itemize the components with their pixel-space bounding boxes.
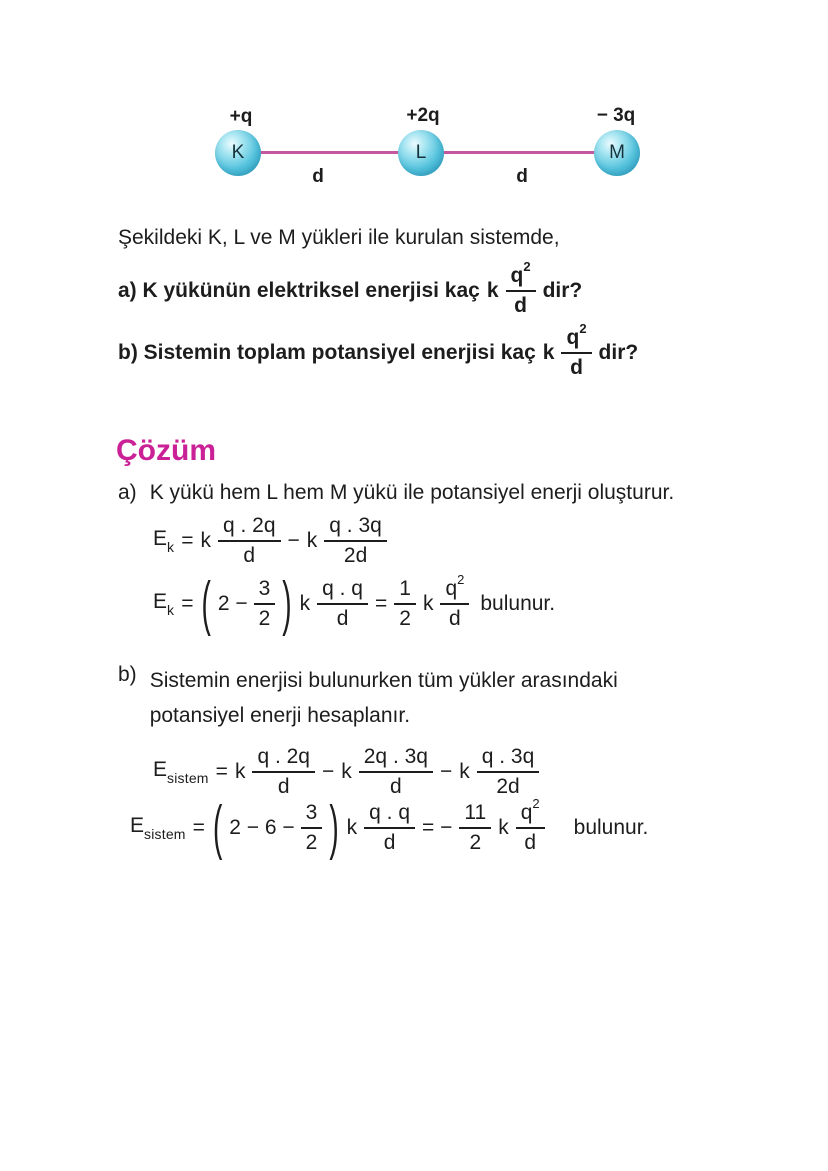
question-b (118, 321, 639, 382)
eq-lhs-sub: sistem (167, 769, 209, 786)
fraction (254, 577, 276, 630)
eq-lhs-sub: k (167, 601, 175, 618)
equals-sign: = (181, 591, 194, 615)
charge-node-m (594, 130, 640, 176)
fraction-denominator: d (516, 827, 545, 855)
question-b-fraction (561, 321, 591, 379)
fraction-numerator (516, 796, 545, 827)
coefficient-k: k (346, 815, 358, 839)
minus-sign: − (287, 528, 300, 552)
result-text: bulunur. (573, 815, 649, 839)
ek-symbol (153, 527, 174, 555)
frac-exponent: 2 (532, 796, 540, 811)
frac-q: q (510, 264, 524, 288)
result-text: bulunur. (480, 591, 556, 615)
coefficient-k: k (459, 759, 470, 783)
solution-b-line1: Sistemin enerjisi bulunurken tüm yükler arasındaki (149, 669, 618, 692)
fraction-denominator: 2d (324, 540, 387, 568)
frac-q: q (520, 801, 533, 824)
fraction-numerator: q . 2q (222, 514, 276, 537)
coefficient-k: k (200, 528, 211, 552)
frac-q: q (445, 577, 458, 600)
node-letter-m: M (609, 142, 625, 163)
coefficient-k: k (306, 528, 318, 552)
esistem-symbol (130, 814, 186, 842)
fraction (394, 577, 416, 630)
frac-q: q (566, 326, 580, 350)
solution-heading: Çözüm (116, 434, 216, 467)
coefficient-k: k (422, 591, 434, 615)
question-b-text: b) Sistemin toplam potansiyel enerjisi kaç (118, 341, 536, 364)
fraction-denominator: d (359, 771, 433, 799)
solution-b-marker: b) (118, 663, 137, 686)
charge-label-m: − 3q (596, 105, 636, 126)
fraction (252, 745, 315, 798)
eq-lhs: E (153, 589, 168, 613)
open-paren: ( (212, 793, 223, 860)
paren-terms: 2 − (217, 591, 248, 615)
equation-esistem-1 (153, 745, 539, 798)
problem-intro: Şekildeki K, L ve M yükleri ile kurulan sistemde, (118, 226, 560, 249)
fraction-numerator: q . q (322, 577, 363, 600)
eq-lhs: E (153, 757, 168, 781)
fraction (317, 577, 368, 630)
question-a-fraction (506, 259, 536, 317)
fraction-denominator: 2 (254, 603, 276, 631)
coefficient-k: k (299, 591, 311, 615)
eq-lhs: E (130, 813, 145, 837)
charge-node-k (215, 130, 261, 176)
equals-sign: = (374, 591, 388, 615)
fraction-numerator (561, 321, 591, 352)
question-b-suffix: dir? (598, 341, 639, 364)
question-a-text: a) K yükünün elektriksel enerjisi kaç (118, 279, 480, 302)
charge-label-k: +q (229, 106, 253, 127)
frac-exponent: 2 (523, 259, 531, 275)
equation-ek-1 (153, 514, 387, 567)
solution-a-marker: a) (118, 481, 137, 504)
close-paren: ) (329, 793, 339, 860)
fraction-denominator: d (317, 603, 368, 631)
question-b-coef: k (542, 341, 555, 364)
equals-sign: = (192, 815, 205, 839)
frac-exponent: 2 (457, 572, 465, 587)
equation-esistem-2 (130, 793, 649, 860)
solution-b-statement (118, 663, 618, 733)
distance-label-2: d (516, 166, 528, 187)
fraction-denominator: d (252, 771, 315, 799)
distance-label-1: d (312, 166, 324, 187)
question-a-suffix: dir? (542, 279, 583, 302)
coefficient-k: k (234, 759, 246, 783)
fraction-numerator: q . 3q (481, 745, 535, 768)
fraction (359, 745, 433, 798)
fraction-numerator: 2q . 3q (363, 745, 428, 768)
node-letter-k: K (231, 142, 245, 163)
charge-label-l: +2q (406, 105, 440, 126)
equals-sign: = (181, 528, 194, 552)
frac-exponent: 2 (579, 321, 587, 337)
eq-lhs-sub: sistem (144, 825, 186, 842)
eq-lhs-sub: k (167, 538, 175, 555)
solution-a-text: K yükü hem L hem M yükü ile potansiyel enerji oluşturur. (149, 481, 675, 504)
fraction (477, 745, 540, 798)
paren-terms: 2 − 6 − (229, 815, 295, 839)
fraction-numerator: q . 3q (329, 514, 382, 537)
fraction-numerator: 1 (399, 577, 411, 600)
esistem-symbol (153, 758, 209, 786)
fraction (459, 801, 491, 854)
question-a (118, 259, 583, 320)
fraction-numerator: q . 2q (257, 745, 310, 768)
fraction-numerator: 11 (464, 801, 487, 824)
fraction-numerator: q . q (369, 801, 411, 824)
parenthesized-factor (212, 793, 340, 860)
fraction-denominator: d (364, 827, 415, 855)
fraction (324, 514, 387, 567)
fraction-numerator (440, 572, 469, 603)
fraction-denominator: 2d (477, 771, 540, 799)
fraction-denominator: d (506, 290, 536, 318)
fraction (301, 801, 323, 854)
charge-node-l (398, 130, 444, 176)
fraction-denominator: d (561, 352, 591, 380)
close-paren: ) (282, 569, 292, 636)
fraction-denominator: 2 (459, 827, 491, 855)
coefficient-k: k (341, 759, 352, 783)
solution-b-line2: potansiyel enerji hesaplanır. (149, 704, 411, 727)
solution-a-statement (118, 481, 674, 505)
minus-sign: − (439, 759, 453, 783)
fraction (516, 796, 545, 854)
fraction (218, 514, 281, 567)
equation-ek-2 (153, 569, 556, 636)
fraction-numerator (506, 259, 536, 290)
parenthesized-factor (200, 569, 292, 636)
fraction-denominator: d (440, 603, 469, 631)
eq-lhs: E (153, 526, 168, 550)
equals-sign: = − (422, 815, 453, 839)
solution-b-text (150, 663, 618, 733)
question-a-coef: k (486, 279, 499, 302)
fraction (364, 801, 415, 854)
fraction-denominator: d (218, 540, 281, 568)
open-paren: ( (201, 569, 211, 636)
coefficient-k: k (498, 815, 509, 839)
minus-sign: − (321, 759, 335, 783)
fraction (440, 572, 469, 630)
fraction-numerator: 3 (258, 577, 271, 600)
fraction-denominator: 2 (394, 603, 416, 631)
ek-symbol (153, 590, 174, 618)
equals-sign: = (215, 759, 228, 783)
fraction-denominator: 2 (301, 827, 323, 855)
fraction-numerator: 3 (305, 801, 318, 824)
node-letter-l: L (415, 142, 427, 163)
